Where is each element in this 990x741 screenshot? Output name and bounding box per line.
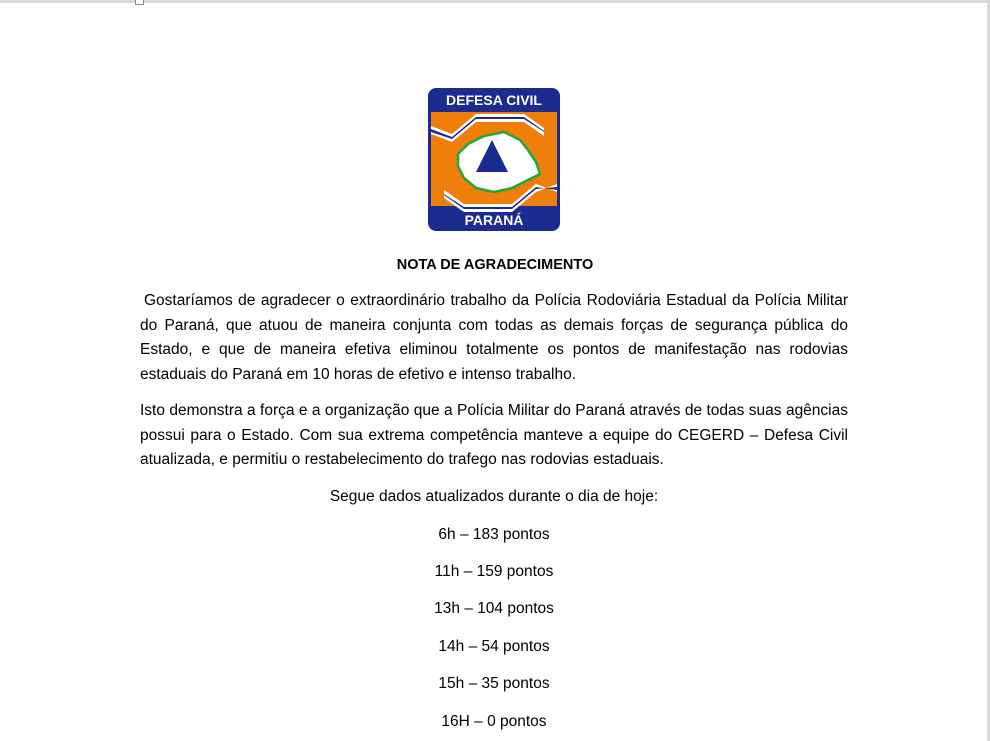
data-line: 14h – 54 pontos [438, 638, 550, 655]
text-boundary-corner-mark [135, 0, 144, 5]
logo-top-text: DEFESA CIVIL [446, 92, 542, 108]
defesa-civil-parana-logo [428, 88, 560, 231]
data-intro-line: Segue dados atualizados durante o dia de hoje: [329, 488, 659, 505]
logo-bottom-text: PARANÁ [464, 212, 524, 228]
data-line: 6h – 183 pontos [438, 526, 550, 543]
document-title: NOTA DE AGRADECIMENTO [396, 257, 594, 273]
data-line: 15h – 35 pontos [438, 675, 550, 692]
page-top-border [0, 0, 990, 3]
data-line: 16H – 0 pontos [441, 713, 547, 730]
data-line: 13h – 104 pontos [434, 600, 554, 617]
data-line: 11h – 159 pontos [434, 563, 554, 580]
paragraph-2: Isto demonstra a força e a organização que a Polícia Militar do Paraná através de todas suas agências possui para o Estado. Com sua extrema competência manteve a equipe do CEGERD – Defesa Civil atualizada, e permitiu o restabelecimento do trafego nas rodovias estaduais. [140, 402, 848, 468]
paragraph-1: Gostaríamos de agradecer o extraordinário trabalho da Polícia Rodoviária Estadual da Polícia Militar do Paraná, que atuou de maneira conjunta com todas as demais forças de segurança pública do Estado, e que de maneira efetiva eliminou totalmente os pontos de manifestação nas rodovias estaduais do Paraná em 10 horas de efetivo e intenso trabalho. [140, 292, 848, 383]
